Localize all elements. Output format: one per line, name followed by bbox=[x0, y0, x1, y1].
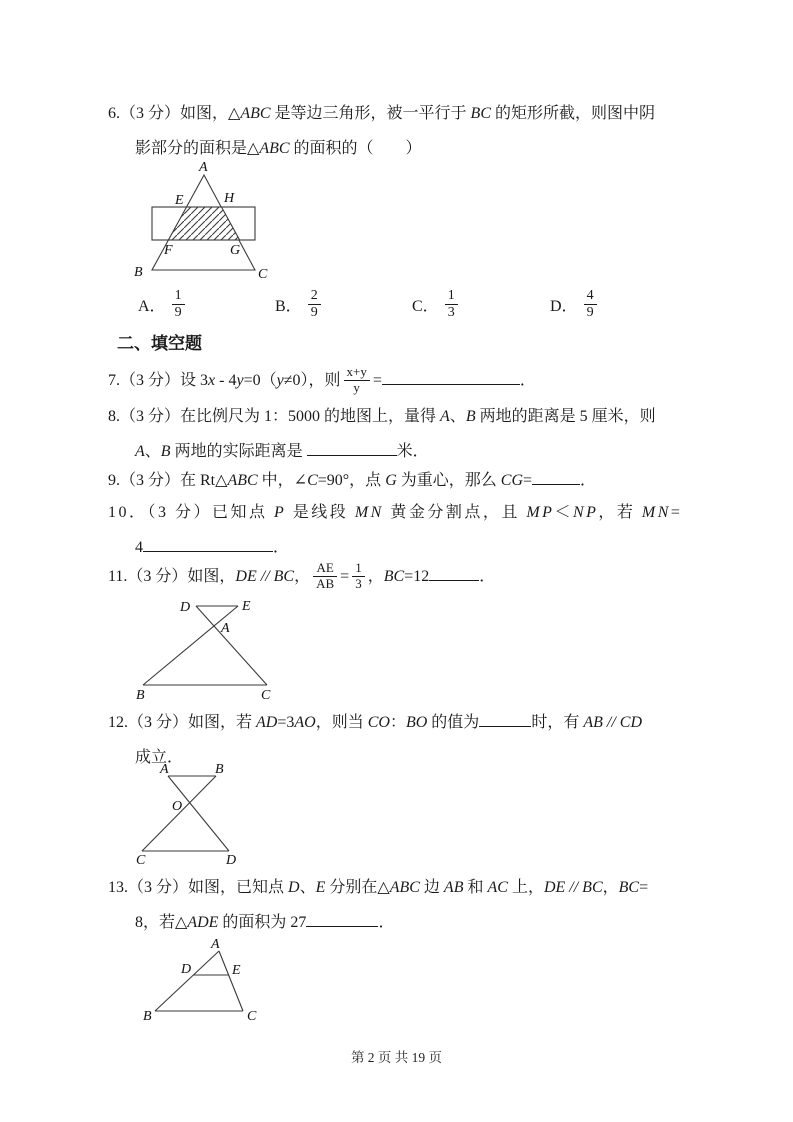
text-run: CO bbox=[367, 714, 390, 731]
text-run: MN bbox=[641, 504, 671, 521]
text-run: ＜ bbox=[554, 504, 573, 521]
text-run: ： bbox=[389, 714, 406, 731]
text-run: = bbox=[340, 568, 350, 586]
text-run: ADE bbox=[187, 914, 219, 931]
text-run: ABC bbox=[227, 472, 258, 489]
text-run: - 4 bbox=[215, 372, 237, 390]
text-run: ． bbox=[519, 372, 536, 390]
option-a bbox=[138, 288, 188, 321]
vertex-label-e: E bbox=[232, 963, 241, 978]
text-run: 两地的实际距离是 bbox=[170, 443, 307, 460]
vertex-label-b: B bbox=[136, 688, 145, 703]
option-b-fraction: $\frac{2}{9}$ bbox=[308, 288, 321, 321]
text-run: 6.（3 分）如图，△ bbox=[108, 105, 241, 122]
text-run: =0（ bbox=[243, 372, 277, 390]
question-9-line-1 bbox=[108, 470, 596, 492]
option-d bbox=[550, 288, 600, 321]
text-run: ， bbox=[602, 879, 619, 896]
text-run: E bbox=[315, 879, 326, 896]
question-8-line-1 bbox=[108, 406, 656, 428]
text-run: ABC bbox=[389, 879, 420, 896]
text-run: BC bbox=[618, 879, 640, 896]
option-d-fraction: $\frac{4}{9}$ bbox=[584, 288, 597, 321]
question-8-line-2 bbox=[135, 441, 429, 463]
answer-blank bbox=[143, 537, 273, 552]
question-12-figure bbox=[128, 762, 253, 866]
text-run: 是等边三角形，被一平行于 bbox=[270, 105, 471, 122]
text-run: ，则当 bbox=[315, 714, 368, 731]
question-12-line-1 bbox=[108, 712, 642, 734]
text-run: 时，有 bbox=[531, 714, 584, 731]
text-run: BC bbox=[470, 105, 491, 122]
text-run: ． bbox=[479, 568, 496, 586]
question-10-line-2 bbox=[135, 537, 289, 559]
text-run: BO bbox=[405, 714, 428, 731]
text-run: B bbox=[465, 408, 476, 425]
text-run: ． bbox=[378, 914, 395, 931]
vertex-label-g: G bbox=[230, 243, 241, 258]
question-13-figure bbox=[135, 936, 260, 1024]
text-run: C bbox=[307, 472, 318, 489]
text-run: 米． bbox=[396, 443, 429, 460]
inline-fraction: $\frac{AE}{AB}$ bbox=[313, 561, 337, 592]
text-run: = bbox=[372, 372, 382, 390]
text-run: y bbox=[276, 372, 284, 390]
question-6-figure bbox=[128, 158, 278, 283]
vertex-label-o: O bbox=[172, 799, 183, 814]
inline-fraction: $\frac{x+y}{y}$ bbox=[344, 365, 370, 396]
vertex-label-b: B bbox=[134, 265, 143, 280]
text-run: DE // BC bbox=[235, 568, 295, 586]
text-run: 的面积的（ ） bbox=[289, 140, 422, 157]
text-run: MP bbox=[526, 504, 555, 521]
text-run: G bbox=[385, 472, 397, 489]
option-c-label: C． bbox=[412, 298, 439, 316]
answer-blank bbox=[479, 712, 531, 727]
text-run: 两地的距离是 5 厘米，则 bbox=[475, 408, 656, 425]
vertex-label-b: B bbox=[143, 1009, 152, 1024]
option-a-label: A． bbox=[138, 298, 166, 316]
vertex-label-a: A bbox=[160, 762, 169, 777]
option-d-label: D． bbox=[550, 298, 578, 316]
text-run: 、 bbox=[144, 443, 161, 460]
vertex-label-c: C bbox=[261, 688, 271, 703]
text-run: ABC bbox=[240, 105, 271, 122]
page-number-footer: 第 2 页 共 19 页 bbox=[350, 1050, 443, 1065]
vertex-label-b: B bbox=[215, 762, 224, 777]
text-run: 13.（3 分）如图，已知点 bbox=[108, 879, 289, 896]
vertex-label-a: A bbox=[221, 621, 230, 636]
question-7-line-1 bbox=[108, 366, 536, 397]
text-run: 为重心，那么 bbox=[396, 472, 501, 489]
text-run: 的值为 bbox=[427, 714, 480, 731]
answer-blank bbox=[532, 470, 580, 485]
text-run: ． bbox=[580, 472, 597, 489]
option-a-fraction: $\frac{1}{9}$ bbox=[172, 288, 185, 321]
text-run: AB // CD bbox=[583, 714, 642, 731]
answer-blank bbox=[382, 370, 520, 385]
answer-blank bbox=[429, 566, 479, 581]
inline-fraction: $\frac{1}{3}$ bbox=[352, 561, 365, 592]
option-b-label: B． bbox=[275, 298, 302, 316]
side-ac bbox=[219, 951, 243, 1011]
text-run: y bbox=[236, 372, 244, 390]
question-13-line-1 bbox=[108, 877, 648, 899]
text-run: 影部分的面积是△ bbox=[135, 140, 260, 157]
text-run: B bbox=[160, 443, 171, 460]
text-run: CG bbox=[500, 472, 523, 489]
answer-blank bbox=[306, 912, 378, 927]
text-run: NP bbox=[572, 504, 599, 521]
text-run: 上， bbox=[507, 879, 544, 896]
text-run: 和 bbox=[463, 879, 488, 896]
text-run: = bbox=[639, 879, 649, 896]
text-run: ，若 bbox=[598, 504, 642, 521]
text-run: 8，若△ bbox=[135, 914, 188, 931]
text-run: ABC bbox=[259, 140, 290, 157]
question-11-figure bbox=[130, 592, 280, 704]
vertex-label-d: D bbox=[226, 853, 237, 866]
text-run: A bbox=[135, 443, 145, 460]
question-11-line-1 bbox=[108, 562, 495, 593]
vertex-label-e: E bbox=[175, 193, 184, 208]
section-header-fill-in-blanks: 二、填空题 bbox=[117, 334, 202, 353]
text-run: 、 bbox=[299, 879, 316, 896]
text-run: 分别在△ bbox=[325, 879, 390, 896]
text-run: BC bbox=[383, 568, 405, 586]
line-eb bbox=[143, 606, 238, 685]
text-run: x bbox=[208, 372, 216, 390]
question-10-line-1 bbox=[108, 502, 682, 524]
text-run: ， bbox=[294, 568, 311, 586]
text-run: 的矩形所截，则图中阴 bbox=[491, 105, 656, 122]
vertex-label-h: H bbox=[224, 191, 235, 206]
text-run: 边 bbox=[419, 879, 444, 896]
option-c-fraction: $\frac{1}{3}$ bbox=[445, 288, 458, 321]
text-run: P bbox=[274, 504, 287, 521]
text-run: AB bbox=[443, 879, 464, 896]
text-run: 7.（3 分）设 3 bbox=[108, 372, 209, 390]
text-run: AC bbox=[487, 879, 508, 896]
question-6-line-2 bbox=[135, 138, 422, 160]
text-run: 、 bbox=[449, 408, 466, 425]
text-run: DE // BC bbox=[543, 879, 603, 896]
vertex-label-d: D bbox=[181, 962, 192, 977]
text-run: = bbox=[670, 504, 683, 521]
line-dc bbox=[196, 606, 267, 685]
text-run: 11.（3 分）如图， bbox=[108, 568, 236, 586]
side-ab bbox=[155, 951, 219, 1011]
text-run: MN bbox=[354, 504, 384, 521]
text-run: 中，∠ bbox=[257, 472, 308, 489]
text-run: =12 bbox=[404, 568, 430, 586]
text-run: AD bbox=[256, 714, 278, 731]
vertex-label-c: C bbox=[136, 853, 146, 866]
vertex-label-a: A bbox=[211, 937, 220, 952]
text-run: D bbox=[288, 879, 300, 896]
vertex-label-f: F bbox=[164, 243, 173, 258]
text-run: 8.（3 分）在比例尺为 1：5000 的地图上，量得 bbox=[108, 408, 441, 425]
text-run: AO bbox=[294, 714, 316, 731]
text-run: ． bbox=[273, 539, 290, 556]
text-run: 成立． bbox=[135, 749, 184, 766]
text-run: 9.（3 分）在 Rt△ bbox=[108, 472, 228, 489]
option-b bbox=[275, 288, 324, 321]
text-run: = bbox=[523, 472, 533, 489]
vertex-label-c: C bbox=[247, 1009, 257, 1024]
text-run: ， bbox=[367, 568, 384, 586]
text-run: 4 bbox=[135, 539, 143, 556]
text-run: ≠0），则 bbox=[283, 372, 341, 390]
vertex-label-c: C bbox=[258, 267, 268, 282]
question-13-line-2 bbox=[135, 912, 394, 934]
text-run: =3 bbox=[277, 714, 295, 731]
text-run: 黄金分割点，且 bbox=[383, 504, 527, 521]
vertex-label-e: E bbox=[242, 599, 251, 614]
question-6-line-1 bbox=[108, 103, 655, 125]
vertex-label-d: D bbox=[180, 600, 191, 615]
text-run: 10．（3 分）已知点 bbox=[108, 504, 275, 521]
text-run: 是线段 bbox=[286, 504, 355, 521]
text-run: =90°，点 bbox=[317, 472, 386, 489]
text-run: 12.（3 分）如图，若 bbox=[108, 714, 257, 731]
option-c bbox=[412, 288, 461, 321]
vertex-label-a: A bbox=[199, 160, 208, 175]
answer-blank bbox=[307, 441, 397, 456]
text-run: 的面积为 27 bbox=[218, 914, 307, 931]
text-run: A bbox=[440, 408, 450, 425]
